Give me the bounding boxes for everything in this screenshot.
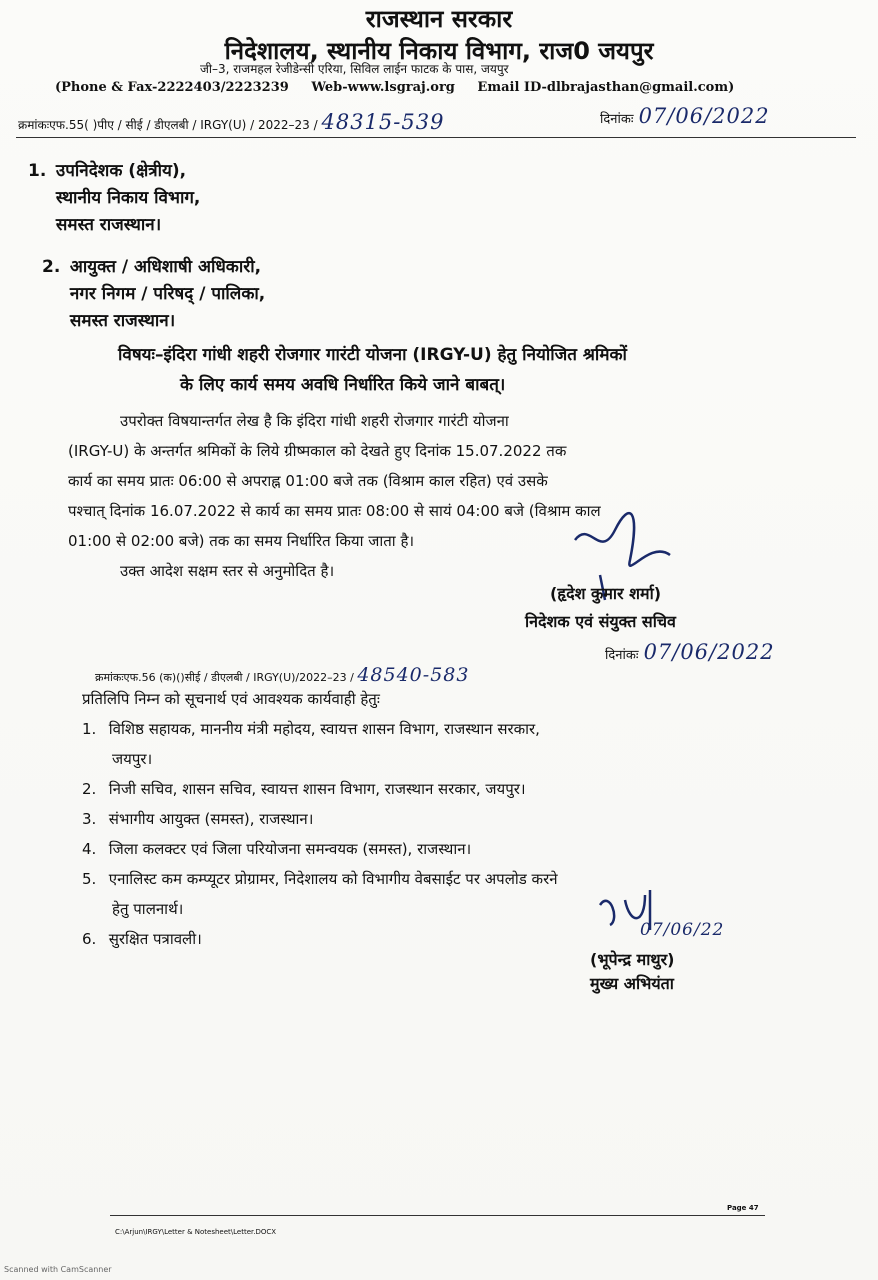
reference-number-label: क्रमांकःएफ.56 (क)()सीई / डीएलबी / IRGY(U)/2022–23 / — [95, 671, 354, 684]
copy-item: 1. विशिष्ठ सहायक, माननीय मंत्री महोदय, स्वायत्त शासन विभाग, राजस्थान सरकार, — [82, 720, 540, 738]
reference-date-1 — [600, 104, 770, 128]
file-path: C:\Arjun\IRGY\Letter & Notesheet\Letter.DOCX — [115, 1228, 277, 1236]
email: Email ID-dlbrajasthan@gmail.com) — [477, 80, 735, 95]
divider — [16, 137, 856, 138]
copy-item: 2. निजी सचिव, शासन सचिव, स्वायत्त शासन विभाग, राजस्थान सरकार, जयपुर। — [82, 780, 526, 798]
footer-rule — [110, 1215, 765, 1216]
page-number: Page 47 — [727, 1204, 759, 1212]
website: Web-www.lsgraj.org — [311, 80, 455, 95]
handwritten-dispatch-number: 48315-539 — [321, 110, 445, 134]
date-label: दिनांकः — [605, 648, 639, 663]
date-label: दिनांकः — [600, 112, 634, 127]
handwritten-dispatch-number: 48540-583 — [357, 664, 470, 686]
copy-item: 5. एनालिस्ट कम कम्प्यूटर प्रोग्रामर, निदेशालय को विभागीय वेबसाईट पर अपलोड करने — [82, 870, 558, 888]
signatory-2-name: (भूपेन्द्र माथुर) — [590, 950, 675, 969]
reference-line-1 — [18, 110, 444, 134]
office-address: जी–3, राजमहल रेजीडेन्सी एरिया, सिविल लाईन फाटक के पास, जयपुर — [200, 62, 509, 76]
phone-fax: (Phone & Fax-2222403/2223239 — [55, 80, 289, 95]
addressee-1: 1. उपनिदेशक (क्षेत्रीय), स्थानीय निकाय विभाग, समस्त राजस्थान। — [28, 161, 201, 235]
reference-number-label: क्रमांकःएफ.55( )पीए / सीई / डीएलबी / IRGY(U) / 2022–23 / — [18, 118, 318, 132]
signatory-1-designation: निदेशक एवं संयुक्त सचिव — [525, 612, 676, 631]
handwritten-date-chief: 07/06/22 — [640, 920, 725, 940]
letter-body: उपरोक्त विषयान्तर्गत लेख है कि इंदिरा गांधी शहरी रोजगार गारंटी योजना (IRGY-U) के अन्तर्गत श्रमिकों के लिये ग्रीष्मकाल को देखते हुए दिनांक 15.07.2022 तक कार्य का समय प्रातः 06:00 से अपराह्न 01:00 बजे तक (विश्राम काल रहित) एवं उसके पश्चात् दिनांक 16.07.2022 से कार्य का समय प्रातः 08:00 से सायं 04:00 बजे (विश्राम काल 01:00 से 02:00 बजे) तक का समय निर्धारित किया जाता है। उक्त आदेश सक्षम स्तर से अनुमोदित है। — [68, 412, 601, 580]
addressee-2: 2. आयुक्त / अधिशाषी अधिकारी, नगर निगम / परिषद् / पालिका, समस्त राजस्थान। — [42, 257, 266, 331]
govt-title: राजस्थान सरकार — [365, 5, 513, 33]
scanner-watermark: Scanned with CamScanner — [4, 1265, 112, 1274]
copy-intro: प्रतिलिपि निम्न को सूचनार्थ एवं आवश्यक कार्यवाही हेतुः — [82, 690, 380, 708]
copy-list: प्रतिलिपि निम्न को सूचनार्थ एवं आवश्यक कार्यवाही हेतुः 1. विशिष्ठ सहायक, माननीय मंत्री महोदय, स्वायत्त शासन विभाग, राजस्थान सरकार, जयपुर। 2. निजी सचिव, शासन सचिव, स्वायत्त शासन विभाग, राजस्थान सरकार, जयपुर। 3. संभागीय आयुक्त (समस्त), राजस्थान। 4. जिला कलक्टर एवं जिला परियोजना समन्वयक (समस्त), राजस्थान। 5. एनालिस्ट कम कम्प्यूटर प्रोग्रामर, निदेशालय को विभागीय वेबसाईट पर अपलोड करने हेतु पालनार्थ। 6. सुरक्षित पत्रावली। — [82, 684, 772, 954]
reference-line-2 — [95, 664, 469, 686]
signatory-1-name: (हृदेश कुमार शर्मा) — [550, 584, 662, 603]
contact-line — [55, 80, 752, 95]
subject: विषयः–इंदिरा गांधी शहरी रोजगार गारंटी योजना (IRGY-U) हेतु नियोजित श्रमिकों के लिए कार्य समय अवधि निर्धारित किये जाने बाबत्। — [118, 345, 627, 395]
reference-date-2 — [605, 640, 775, 664]
copy-item: 3. संभागीय आयुक्त (समस्त), राजस्थान। — [82, 810, 314, 828]
handwritten-date: 07/06/2022 — [643, 640, 775, 664]
directorate-title: निदेशालय, स्थानीय निकाय विभाग, राज0 जयपुर — [224, 37, 654, 65]
signatory-2-designation: मुख्य अभियंता — [590, 974, 674, 993]
copy-item: 4. जिला कलक्टर एवं जिला परियोजना समन्वयक (समस्त), राजस्थान। — [82, 840, 472, 858]
copy-item: 6. सुरक्षित पत्रावली। — [82, 930, 202, 948]
handwritten-date: 07/06/2022 — [638, 104, 770, 128]
